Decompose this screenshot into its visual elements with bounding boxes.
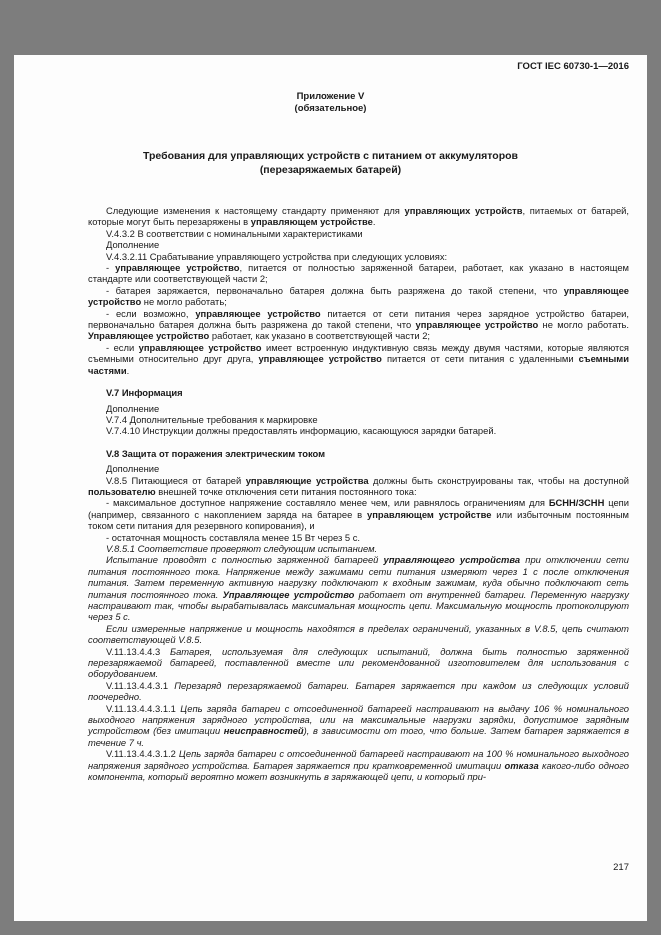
text-run: при отключении сети питания постоянного тока. Напряжение между зажимами сети питания измеряют через 1 с после отключения питания. Затем переменную активную нагрузку подключают к входным зажимам, куда обычно подключают сеть питания постоянного тока. <box>88 554 629 600</box>
annex-status: (обязательное) <box>294 103 367 114</box>
paragraph <box>88 748 629 782</box>
text-run: управляющее устройство <box>195 307 321 319</box>
paragraph <box>88 475 629 498</box>
paragraph <box>88 703 629 749</box>
text-run: питается от сети питания через зарядное устройство батареи, первоначально батарея должна быть разряжена до такой степени, что <box>88 307 629 331</box>
paragraph <box>88 414 629 425</box>
paragraph <box>88 251 629 262</box>
paragraph <box>88 285 629 308</box>
text-run: Батарея, используемая для следующих испытаний, должна быть полностью заряженной перезаряжаемой батареей, поставленной вместе или рекомендованной изготовителем для использования с оборудованием. <box>88 645 629 680</box>
paragraph <box>88 425 629 436</box>
text-run: . <box>126 364 130 376</box>
annex-name: Приложение V <box>296 91 365 102</box>
text-run: пользователю <box>88 485 156 497</box>
text-run: V.8.5.1 Соответствие проверяют следующим испытанием. <box>106 542 378 554</box>
text-run: - батарея заряжается, первоначально батарея должна быть разряжена до такой степени, что <box>106 284 564 296</box>
document-title <box>14 149 647 177</box>
text-run: - максимальное доступное напряжение составляло менее чем, или равнялось ограничениям для <box>106 497 549 509</box>
paragraph <box>88 463 629 474</box>
text-run: отказа <box>504 759 539 771</box>
text-run: работает от внутренней батареи. Переменную нагрузку настраивают так, чтобы вырабатывалась максимальная мощность цепи. Максимальную мощность протоколируют через 5 с. <box>88 588 629 623</box>
text-run: цепи (например, связанного с накоплением заряда на батарее в <box>88 497 629 520</box>
text-run: БСНН/ЗСНН <box>548 497 605 509</box>
text-run: управляющих устройств <box>404 205 523 216</box>
section-heading <box>88 448 629 459</box>
text-run: не могло работать; <box>141 296 227 308</box>
text-run: V.8 Защита от поражения электрическим током <box>106 447 326 459</box>
text-run: V.8.5 Питающиеся от батарей <box>106 474 246 486</box>
document-body <box>88 205 629 783</box>
document-page <box>14 55 647 921</box>
text-run: управляющее устройство <box>115 262 240 274</box>
text-run: управляющие устройства <box>245 474 369 486</box>
text-run: управляющее устройство <box>258 353 382 365</box>
text-run: Управляющее устройство <box>88 330 210 342</box>
paragraph <box>88 308 629 342</box>
text-run: управляющего устройства <box>383 554 521 566</box>
text-run: внешней точке отключения сети питания постоянного тока: <box>155 485 417 497</box>
text-run: Дополнение <box>106 239 160 251</box>
text-run: . <box>372 216 376 228</box>
paragraph <box>88 680 629 703</box>
paragraph <box>88 554 629 622</box>
section-heading <box>88 387 629 398</box>
text-run: питается от сети питания с удаленными <box>381 353 579 365</box>
text-run: , питается от полностью заряженной батареи, работает, как указано в настоящем стандарте или соответствующей части 2; <box>88 262 630 285</box>
text-run: управляющее устройство <box>88 284 629 308</box>
text-run: V.7.4 Дополнительные требования к маркировке <box>106 413 318 425</box>
text-run: не могло работать. <box>538 319 629 331</box>
title-line1: Требования для управляющих устройств с питанием от аккумуляторов <box>143 150 518 162</box>
page-number: 217 <box>613 862 629 873</box>
text-run: V.4.3.2 В соответствии с номинальными характеристиками <box>106 227 363 239</box>
text-run: Цепь заряда батареи с отсоединенной батареей настраивают на 100 % номинального выходного напряжения зарядного устройства. Батарея заряжается при кратковременной имитации <box>88 748 629 771</box>
text-run: ), в зависимости от того, что больше. Затем батарея заряжается в течение 7 ч. <box>88 725 629 748</box>
title-line2: (перезаряжаемых батарей) <box>259 164 402 176</box>
text-run: Дополнение <box>106 402 160 414</box>
paragraph <box>88 342 629 376</box>
text-run: Дополнение <box>106 463 160 475</box>
paragraph <box>88 239 629 250</box>
text-run: , питаемых от батарей, которые могут быть перезаряжены в <box>88 205 630 228</box>
text-run: V.11.13.4.4.3.1.1 <box>106 702 181 714</box>
document-number-header: ГОСТ IEC 60730-1—2016 <box>517 61 629 72</box>
text-run: или избыточным постоянным током сети питания для резервного копирования), и <box>88 508 629 532</box>
paragraph <box>88 623 629 646</box>
paragraph <box>88 228 629 239</box>
text-run: управляющем устройстве <box>367 508 492 520</box>
annex-label <box>14 91 647 115</box>
text-run: управляющее устройство <box>138 341 262 353</box>
text-run: управляющее устройство <box>415 319 539 331</box>
text-run: Цепь заряда батареи с отсоединенной батареей настраивают на выдачу 106 % номинального выходного напряжения зарядного устройства, или на максимальные нагрузки зарядки, допустимое зарядным устройством (без имитации <box>88 702 629 737</box>
text-run: съемными частями <box>88 353 629 376</box>
text-run: управляющем устройстве <box>250 216 373 228</box>
text-run: должны быть сконструированы так, чтобы на доступной <box>368 474 629 486</box>
text-run: V.7.4.10 Инструкции должны предоставлять информацию, касающуюся зарядки батарей. <box>106 425 497 437</box>
text-run: V.11.13.4.4.3.1.2 <box>106 748 179 760</box>
paragraph <box>88 262 629 285</box>
text-run: работает, как указано в соответствующей части 2; <box>209 330 431 342</box>
paragraph <box>88 497 629 531</box>
text-run: Следующие изменения к настоящему стандарту применяют для <box>106 205 405 216</box>
text-run: - если возможно, <box>106 307 196 319</box>
paragraph <box>88 543 629 554</box>
text-run: Перезаряд перезаряжаемой батареи. Батарея заряжается при каждом из следующих условий поочередно. <box>88 679 629 703</box>
text-run: V.11.13.4.4.3.1 <box>106 679 175 691</box>
paragraph <box>88 403 629 414</box>
text-run: V.7 Информация <box>106 387 183 399</box>
text-run: - <box>106 262 116 274</box>
text-run: неисправностей <box>223 725 304 737</box>
text-run: - остаточная мощность составляла менее 15 Вт через 5 с. <box>106 531 360 543</box>
text-run: - если <box>106 341 139 353</box>
paragraph <box>88 532 629 543</box>
text-run: V.4.3.2.11 Срабатывание управляющего устройства при следующих условиях: <box>106 250 448 262</box>
text-run: V.11.13.4.4.3 <box>106 645 170 657</box>
text-run: какого-либо одного компонента, который вероятно может возникнуть в заряжающей цепи, и который при- <box>88 759 629 783</box>
text-run: имеет встроенную индуктивную связь между двумя частями, которые являются съемными относительно друг друга, <box>88 341 629 365</box>
text-run: Испытание проводят с полностью заряженной батареей <box>106 554 384 566</box>
text-run: Управляющее устройство <box>222 588 355 600</box>
paragraph <box>88 646 629 680</box>
text-run: Если измеренные напряжение и мощность находятся в пределах ограничений, указанных в V.8.5, цепь считают соответствующей V.8.5. <box>88 622 629 646</box>
paragraph <box>88 205 629 228</box>
